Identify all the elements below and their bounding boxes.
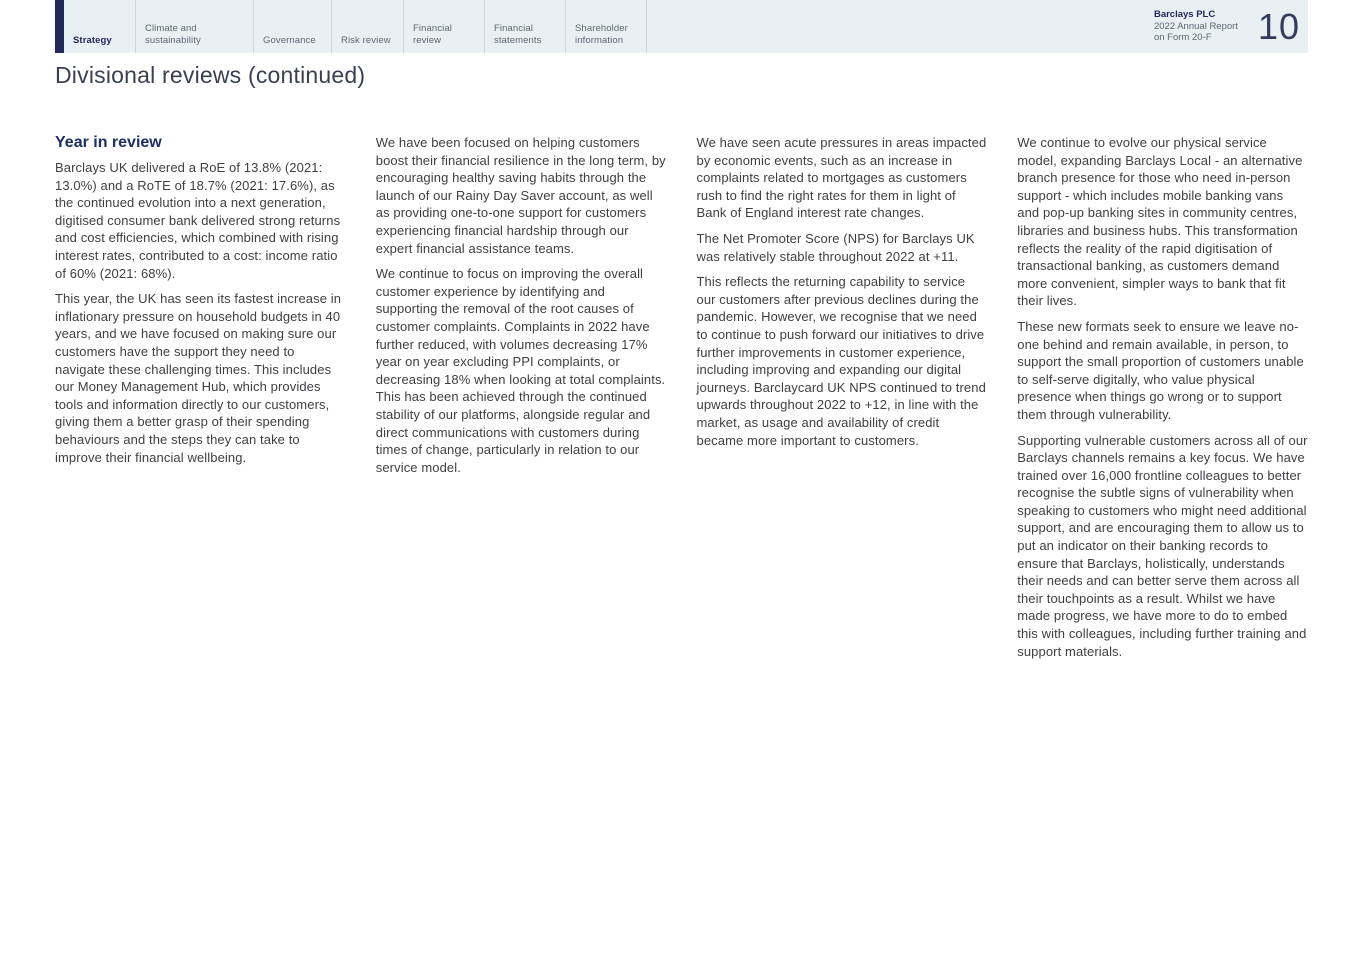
paragraph: We continue to evolve our physical service model, expanding Barclays Local - an alternative branch presence for those who need in-person support - which includes mobile banking vans and pop-up banking sites in community centres, libraries and business hubs. This transformation reflects the reality of the rapid digitisation of transactional banking, as customers demand more convenient, simpler ways to bank that fit their lives.: [1017, 135, 1303, 309]
tab-governance[interactable]: [254, 0, 332, 53]
tab-shareholder-information[interactable]: [566, 0, 647, 53]
page-number: 10: [1257, 5, 1300, 47]
paragraph: The Net Promoter Score (NPS) for Barclays UK was relatively stable throughout 2022 at +11.: [696, 230, 975, 264]
tab-financial-statements[interactable]: [485, 0, 566, 53]
active-tab-accent-bar: [55, 0, 64, 53]
tab-climate-label: Climate and sustainability: [145, 23, 201, 46]
column-4: [1017, 134, 1308, 668]
report-meta: [1154, 0, 1308, 53]
report-meta-text: [1154, 9, 1238, 44]
report-title-line2: on Form 20-F: [1153, 32, 1212, 44]
company-name: Barclays PLC: [1153, 9, 1216, 21]
tab-shareholder-information-label: Shareholder information: [575, 23, 628, 46]
year-in-review-heading: Year in review: [55, 134, 162, 151]
paragraph: This reflects the returning capability to service our customers after previous declines during the pandemic. However, we recognise that we need to continue to push forward our initiatives to drive further improvements in customer experience, including improving and expanding our digital journeys. Barclaycard UK NPS continued to trend upwards throughout 2022 to +12, in line with the market, as usage and availability of credit became more important to customers.: [696, 274, 986, 448]
tab-financial-statements-label: Financial statements: [494, 23, 542, 46]
paragraph: This year, the UK has seen its fastest increase in inflationary pressure on household budgets in 40 years, and we have focused on making sure our customers have the support they need to navigate these challenging times. This includes our Money Management Hub, which provides tools and information directly to our customers, giving them a better grasp of their spending behaviours and the steps they can take to improve their financial wellbeing.: [55, 291, 342, 465]
paragraph: We have been focused on helping customers boost their financial resilience in the long term, by encouraging healthy saving habits through the launch of our Rainy Day Saver account, as well as providing one-to-one support for customers experiencing financial hardship through our expert financial assistance teams.: [375, 135, 666, 256]
text-columns: [55, 134, 1308, 668]
tab-risk-review[interactable]: [332, 0, 404, 53]
section-tabs: [64, 0, 647, 53]
tab-risk-review-label: Risk review: [341, 34, 391, 46]
paragraph: These new formats seek to ensure we leave no-one behind and remain available, in person, to support the small proportion of customers unable to self-serve digitally, who value physical presence when things go wrong or to support them through vulnerability.: [1017, 318, 1304, 422]
report-title-line1: 2022 Annual Report: [1153, 20, 1238, 32]
paragraph: We continue to focus on improving the overall customer experience by identifying and supporting the removal of the root causes of customer complaints. Complaints in 2022 have further reduced, with volumes decreasing 17% year on year excluding PPI complaints, or decreasing 18% when looking at total complaints. This has been achieved through the continued stability of our platforms, alongside regular and direct communications with customers during times of change, particularly in relation to our service model.: [375, 266, 666, 475]
tab-financial-review[interactable]: [404, 0, 485, 53]
paragraph: Barclays UK delivered a RoE of 13.8% (2021: 13.0%) and a RoTE of 18.7% (2021: 17.6%), as the continued evolution into a next generation, digitised consumer bank delivered strong returns and cost efficiencies, which combined with rising interest rates, contributed to a cost: income ratio of 60% (2021: 68%).: [55, 160, 341, 281]
paragraph: Supporting vulnerable customers across all of our Barclays channels remains a key focus. We have trained over 16,000 frontline colleagues to better recognise the subtle signs of vulnerability when speaking to customers who might need additional support, and are encouraging them to allow us to put an indicator on their banking records to ensure that Barclays, holistically, understands their needs and can better serve them across all their touchpoints as a result. Whilst we have made progress, we have more to do to embed this with colleagues, including further training and support materials.: [1017, 432, 1308, 659]
paragraph: We have seen acute pressures in areas impacted by economic events, such as an increase in complaints related to mortgages as customers rush to find the right rates for them in light of Bank of England interest rate changes.: [696, 135, 987, 221]
page-title: Divisional reviews (continued): [55, 62, 366, 88]
page-content: [55, 53, 1308, 668]
column-1: [55, 134, 346, 668]
column-3: [697, 134, 988, 668]
tab-strategy[interactable]: [64, 0, 136, 53]
tab-governance-label: Governance: [263, 34, 316, 46]
tab-strategy-label: Strategy: [73, 34, 112, 46]
tab-financial-review-label: Financial review: [413, 23, 452, 46]
tab-climate-and-sustainability[interactable]: [136, 0, 254, 53]
top-navigation-bar: [55, 0, 1308, 53]
column-2: [376, 134, 667, 668]
